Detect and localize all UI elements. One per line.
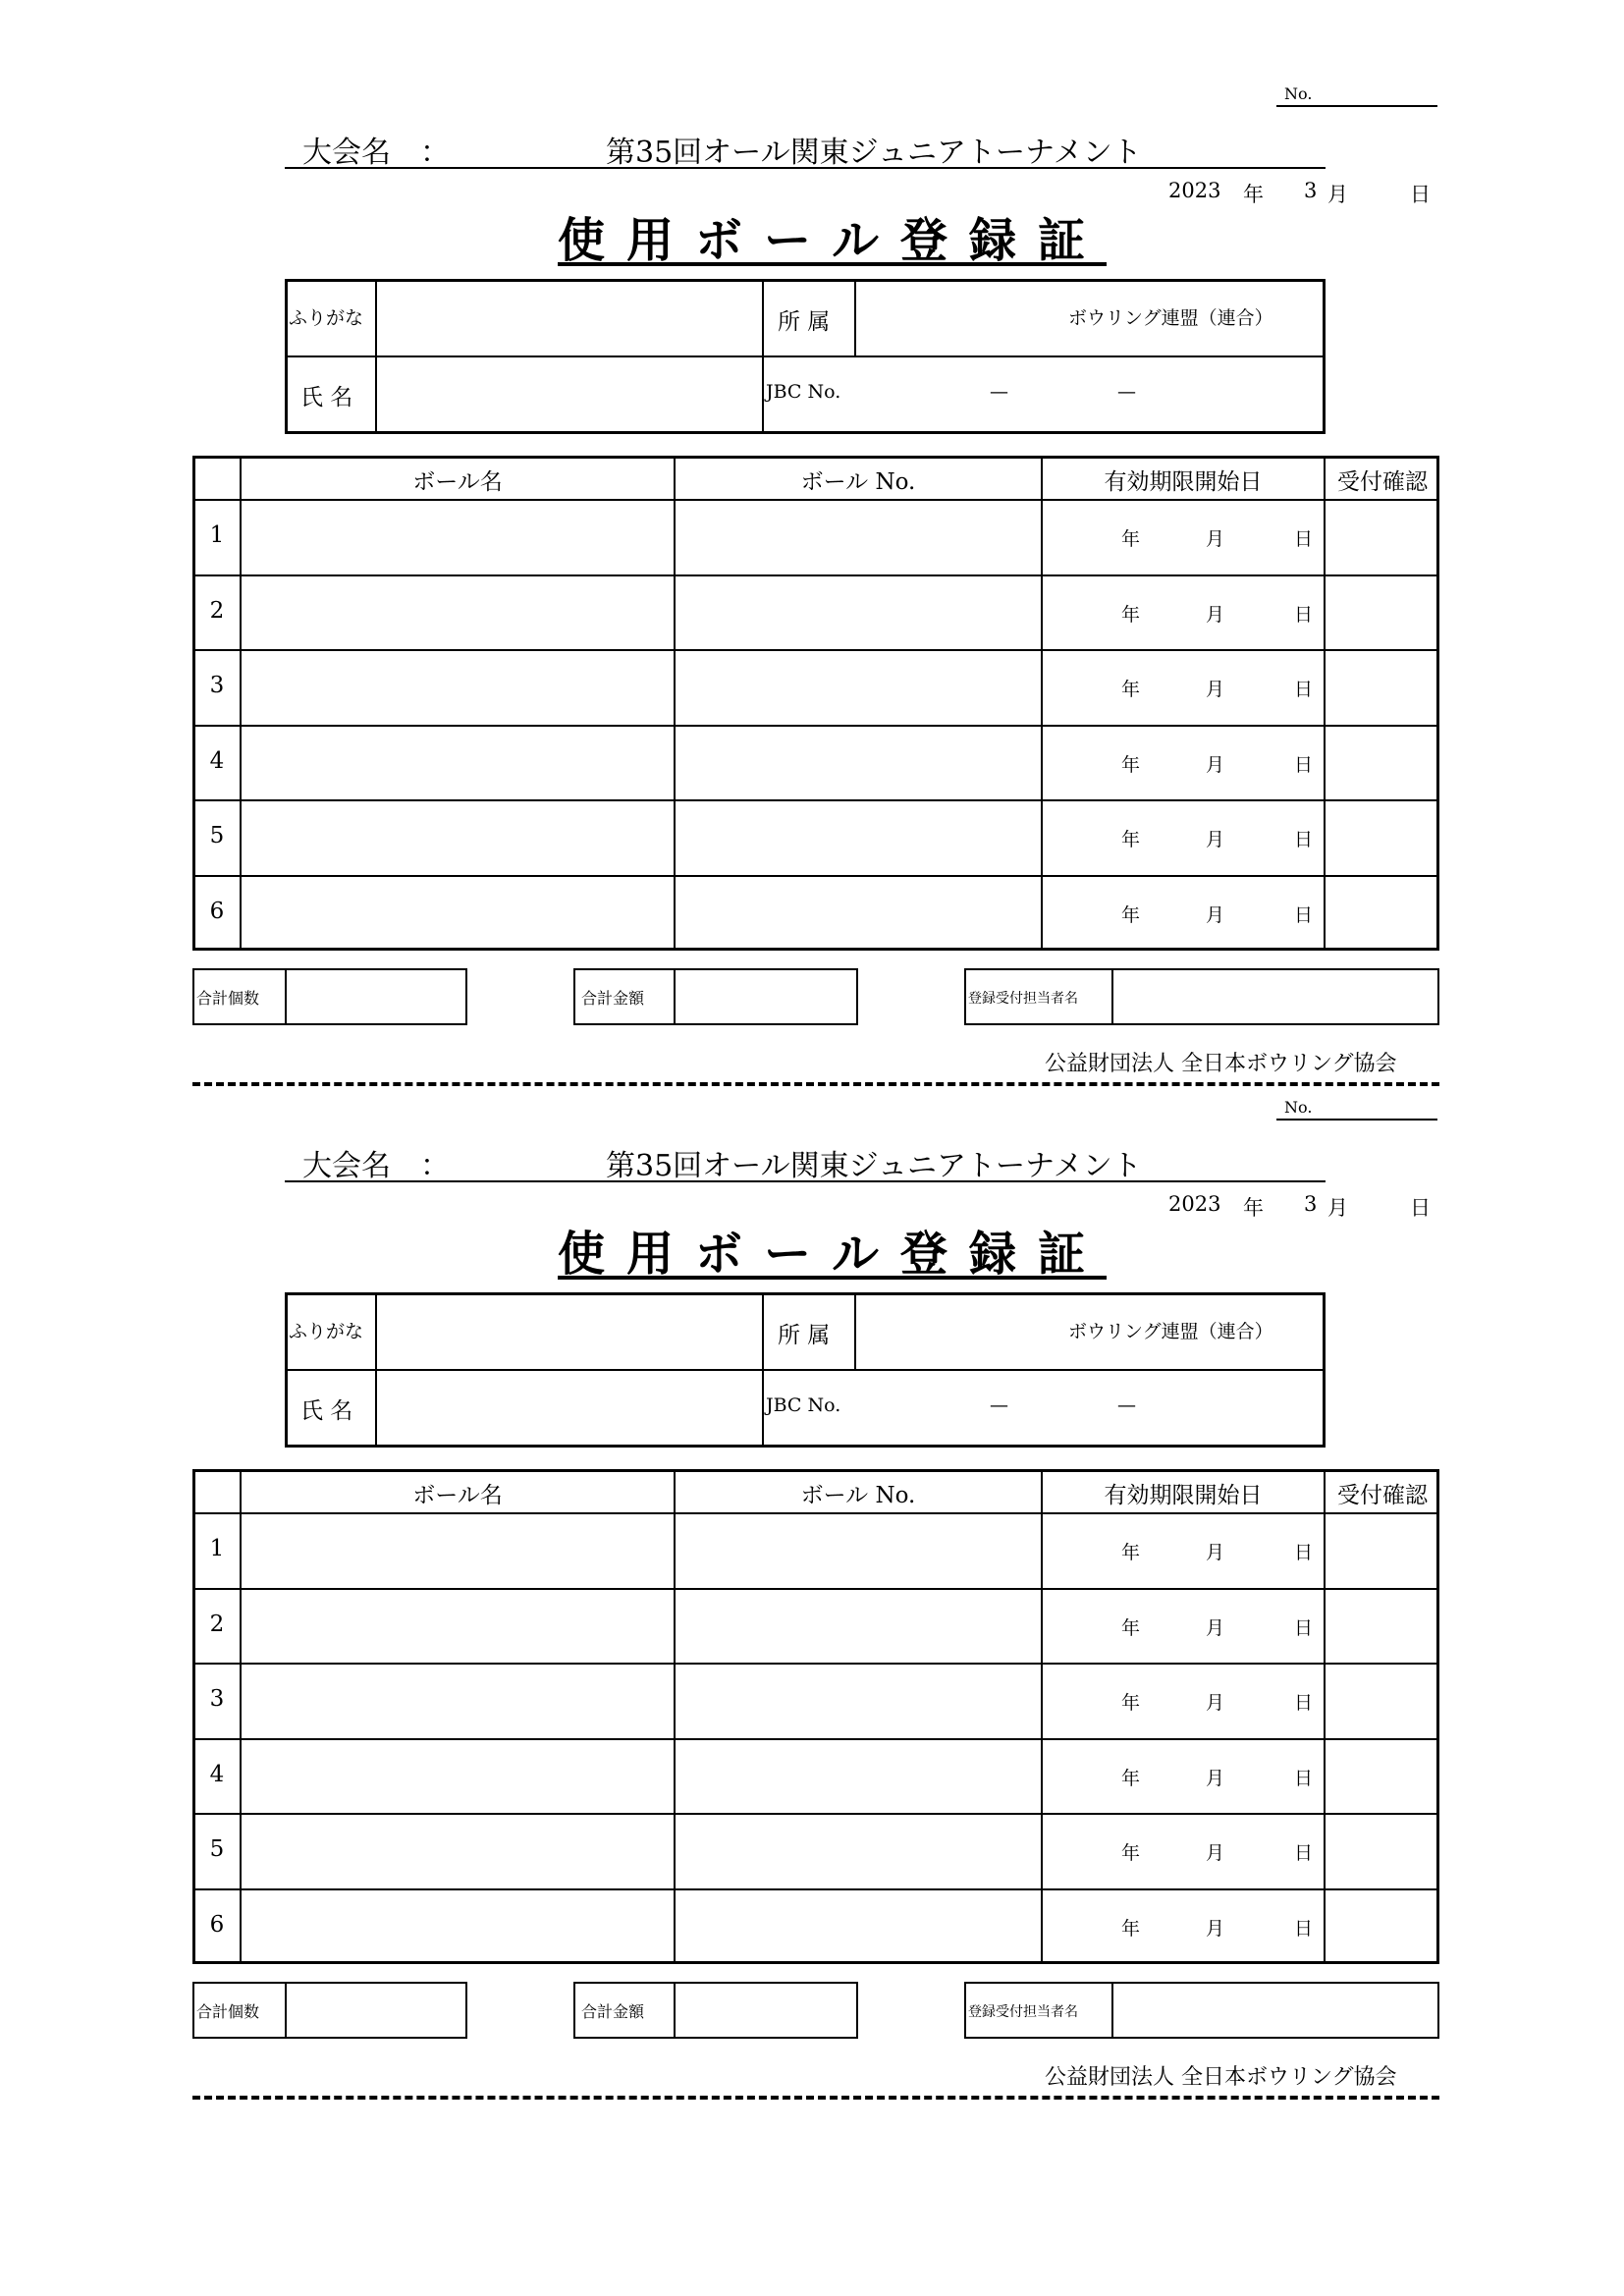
header-receipt-check: 受付確認 <box>1337 1483 1428 1508</box>
staff-divider <box>1111 1982 1113 2039</box>
name-label: 氏 名 <box>300 1398 353 1424</box>
row-day-unit: 日 <box>1294 1918 1314 1940</box>
info-divider-v3 <box>854 279 856 355</box>
row-year-unit: 年 <box>1121 1616 1141 1639</box>
jbc-separator: — <box>1117 1394 1136 1416</box>
row-day-unit: 日 <box>1294 1767 1314 1789</box>
number-field[interactable] <box>1276 1119 1437 1121</box>
furigana-label: ふりがな <box>289 1321 364 1342</box>
header-ball-name: ボール名 <box>412 469 503 495</box>
date-day-unit: 日 <box>1410 1196 1431 1220</box>
row-month-unit: 月 <box>1206 1842 1225 1865</box>
affiliation-value: ボウリング連盟（連合） <box>1068 1321 1273 1342</box>
row-year-unit: 年 <box>1121 603 1141 626</box>
info-divider-v2 <box>762 1292 764 1448</box>
row-divider <box>192 1813 1439 1815</box>
row-year-unit: 年 <box>1121 904 1141 926</box>
row-divider <box>192 1738 1439 1740</box>
total-amount-divider <box>674 1982 676 2039</box>
date-year-unit: 年 <box>1243 1196 1264 1220</box>
row-month-unit: 月 <box>1206 904 1225 926</box>
name-field[interactable] <box>379 361 758 428</box>
jbc-separator: — <box>990 381 1008 403</box>
affiliation-field[interactable] <box>858 1298 1060 1365</box>
info-divider-v3 <box>854 1292 856 1369</box>
row-divider <box>192 574 1439 576</box>
ball-number-field[interactable] <box>677 653 1037 721</box>
row-divider <box>192 875 1439 877</box>
row-divider <box>192 725 1439 727</box>
header-valid-start-date: 有効期限開始日 <box>1104 469 1263 495</box>
row-divider <box>192 1663 1439 1665</box>
header-receipt-check: 受付確認 <box>1337 469 1428 495</box>
number-field[interactable] <box>1276 105 1437 107</box>
row-number: 3 <box>209 1686 225 1713</box>
ball-name-field[interactable] <box>244 653 670 721</box>
jbc-number-field[interactable] <box>874 361 1316 428</box>
row-number: 6 <box>209 899 225 924</box>
row-number: 4 <box>209 747 225 774</box>
date-year: 2023 <box>1168 179 1221 202</box>
receipt-check-field[interactable] <box>1327 729 1435 796</box>
tournament-underline <box>285 167 1326 169</box>
staff-name-field[interactable] <box>1115 1986 1435 2035</box>
ball-name-field[interactable] <box>244 578 670 646</box>
row-month-unit: 月 <box>1206 753 1225 776</box>
row-year-unit: 年 <box>1121 1842 1141 1865</box>
row-day-unit: 日 <box>1294 1616 1314 1639</box>
row-divider <box>192 649 1439 651</box>
total-count-label: 合計個数 <box>196 989 260 1008</box>
date-year-unit: 年 <box>1243 183 1264 206</box>
total-amount-field[interactable] <box>677 1986 854 2035</box>
receipt-check-field[interactable] <box>1327 1892 1435 1960</box>
row-divider <box>192 1888 1439 1890</box>
receipt-check-field[interactable] <box>1327 1667 1435 1734</box>
ball-number-field[interactable] <box>677 1892 1037 1960</box>
row-year-unit: 年 <box>1121 1767 1141 1789</box>
row-year-unit: 年 <box>1121 679 1141 701</box>
header-ball-number: ボール No. <box>800 1483 916 1508</box>
receipt-check-field[interactable] <box>1327 879 1435 947</box>
row-month-unit: 月 <box>1206 1616 1225 1639</box>
row-day-unit: 日 <box>1294 753 1314 776</box>
jbc-label: JBC No. <box>766 1394 841 1416</box>
table-header-line <box>192 499 1439 501</box>
row-month-unit: 月 <box>1206 1542 1225 1563</box>
furigana-label: ふりがな <box>289 307 364 329</box>
info-divider-v1 <box>375 1292 377 1448</box>
row-day-unit: 日 <box>1294 679 1314 701</box>
ball-number-field[interactable] <box>677 1516 1037 1584</box>
affiliation-label: 所 属 <box>778 1323 831 1348</box>
ball-name-field[interactable] <box>244 729 670 796</box>
name-field[interactable] <box>379 1375 758 1442</box>
ball-name-field[interactable] <box>244 1742 670 1810</box>
row-year-unit: 年 <box>1121 528 1141 550</box>
row-month-unit: 月 <box>1206 603 1225 626</box>
row-divider <box>192 799 1439 801</box>
row-year-unit: 年 <box>1121 753 1141 776</box>
row-number: 5 <box>209 823 225 849</box>
row-number: 3 <box>209 673 225 699</box>
row-number: 5 <box>209 1836 225 1863</box>
row-year-unit: 年 <box>1121 829 1141 851</box>
row-month-unit: 月 <box>1206 1767 1225 1789</box>
receipt-check-field[interactable] <box>1327 1592 1435 1660</box>
form-title: 使用ボール登録証 <box>558 1227 1108 1282</box>
receipt-check-field[interactable] <box>1327 803 1435 871</box>
ball-number-field[interactable] <box>677 803 1037 871</box>
row-year-unit: 年 <box>1121 1542 1141 1563</box>
row-day-unit: 日 <box>1294 829 1314 851</box>
row-day-unit: 日 <box>1294 603 1314 626</box>
jbc-number-field[interactable] <box>874 1375 1316 1442</box>
header-valid-start-date: 有効期限開始日 <box>1104 1483 1263 1508</box>
total-count-divider <box>285 1982 287 2039</box>
affiliation-value: ボウリング連盟（連合） <box>1068 307 1273 329</box>
row-month-unit: 月 <box>1206 1692 1225 1715</box>
date-month: 3 <box>1304 179 1318 202</box>
receipt-check-field[interactable] <box>1327 1516 1435 1584</box>
receipt-check-field[interactable] <box>1327 578 1435 646</box>
total-amount-label: 合計金額 <box>581 2002 645 2021</box>
row-month-unit: 月 <box>1206 829 1225 851</box>
info-divider-h <box>285 355 1326 357</box>
ball-name-field[interactable] <box>244 1817 670 1885</box>
ball-number-field[interactable] <box>677 879 1037 947</box>
jbc-label: JBC No. <box>766 381 841 403</box>
affiliation-field[interactable] <box>858 285 1060 352</box>
receipt-check-field[interactable] <box>1327 1817 1435 1885</box>
ball-number-field[interactable] <box>677 503 1037 571</box>
table-header-line <box>192 1512 1439 1514</box>
ball-name-field[interactable] <box>244 1592 670 1660</box>
row-month-unit: 月 <box>1206 679 1225 701</box>
name-label: 氏 名 <box>300 385 353 410</box>
tournament-label: 大会名 ： <box>302 1149 450 1183</box>
furigana-field[interactable] <box>379 1298 758 1365</box>
info-divider-v1 <box>375 279 377 434</box>
ball-name-field[interactable] <box>244 1667 670 1734</box>
jbc-separator: — <box>990 1394 1008 1416</box>
info-divider-h <box>285 1369 1326 1371</box>
date-month-unit: 月 <box>1327 1196 1348 1220</box>
row-day-unit: 日 <box>1294 528 1314 550</box>
ball-number-field[interactable] <box>677 578 1037 646</box>
row-month-unit: 月 <box>1206 528 1225 550</box>
ball-number-field[interactable] <box>677 729 1037 796</box>
ball-name-field[interactable] <box>244 1892 670 1960</box>
ball-number-field[interactable] <box>677 1592 1037 1660</box>
row-year-unit: 年 <box>1121 1692 1141 1715</box>
total-count-label: 合計個数 <box>196 2002 260 2021</box>
registration-form <box>0 0 1624 1076</box>
staff-label: 登録受付担当者名 <box>968 2004 1078 2020</box>
date-month: 3 <box>1304 1192 1318 1216</box>
date-day-unit: 日 <box>1410 183 1431 206</box>
tournament-label: 大会名 ： <box>302 136 450 170</box>
row-number: 1 <box>209 522 225 548</box>
registration-form <box>0 1013 1624 2090</box>
total-count-field[interactable] <box>289 1986 463 2035</box>
row-divider <box>192 1588 1439 1590</box>
row-day-unit: 日 <box>1294 904 1314 926</box>
receipt-check-field[interactable] <box>1327 1742 1435 1810</box>
affiliation-label: 所 属 <box>778 309 831 335</box>
form-title: 使用ボール登録証 <box>558 213 1108 268</box>
date-month-unit: 月 <box>1327 183 1348 206</box>
jbc-separator: — <box>1117 381 1136 403</box>
row-day-unit: 日 <box>1294 1542 1314 1563</box>
tournament-name: 第35回オール関東ジュニアトーナメント <box>606 136 1142 170</box>
row-number: 1 <box>209 1536 225 1561</box>
date-year: 2023 <box>1168 1192 1221 1216</box>
header-ball-number: ボール No. <box>800 469 916 495</box>
row-year-unit: 年 <box>1121 1918 1141 1940</box>
furigana-field[interactable] <box>379 285 758 352</box>
total-amount-label: 合計金額 <box>581 989 645 1008</box>
row-number: 2 <box>209 597 225 624</box>
ball-name-field[interactable] <box>244 1516 670 1584</box>
number-label: No. <box>1284 1098 1313 1117</box>
organization-name: 公益財団法人 全日本ボウリング協会 <box>1045 2065 1397 2090</box>
row-day-unit: 日 <box>1294 1692 1314 1715</box>
ball-name-field[interactable] <box>244 879 670 947</box>
info-divider-v2 <box>762 279 764 434</box>
tournament-name: 第35回オール関東ジュニアトーナメント <box>606 1149 1142 1183</box>
ball-name-field[interactable] <box>244 803 670 871</box>
tournament-underline <box>285 1180 1326 1182</box>
cut-line <box>192 2096 1439 2100</box>
row-day-unit: 日 <box>1294 1842 1314 1865</box>
number-label: No. <box>1284 84 1313 103</box>
ball-name-field[interactable] <box>244 503 670 571</box>
organization-name: 公益財団法人 全日本ボウリング協会 <box>1045 1052 1397 1076</box>
ball-number-field[interactable] <box>677 1742 1037 1810</box>
ball-number-field[interactable] <box>677 1817 1037 1885</box>
row-number: 4 <box>209 1761 225 1787</box>
header-ball-name: ボール名 <box>412 1483 503 1508</box>
row-month-unit: 月 <box>1206 1918 1225 1940</box>
receipt-check-field[interactable] <box>1327 653 1435 721</box>
row-number: 6 <box>209 1912 225 1938</box>
staff-label: 登録受付担当者名 <box>968 991 1078 1007</box>
ball-number-field[interactable] <box>677 1667 1037 1734</box>
row-number: 2 <box>209 1611 225 1637</box>
receipt-check-field[interactable] <box>1327 503 1435 571</box>
